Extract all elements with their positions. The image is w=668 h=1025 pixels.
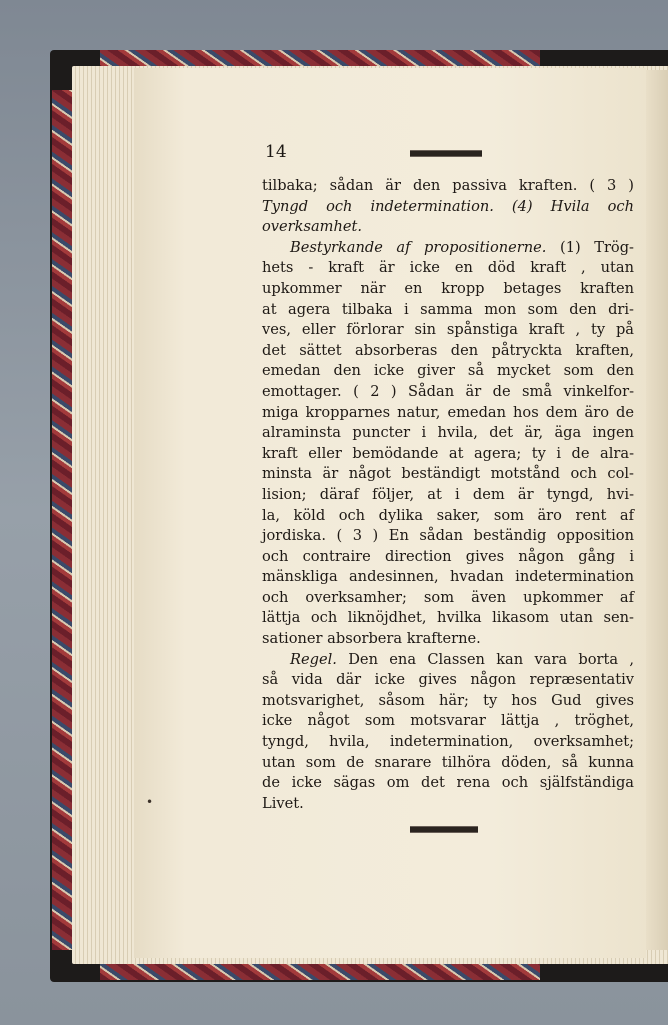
text-line: lision; däraf följer, at i dem är tyngd, hvi- bbox=[262, 485, 634, 503]
text-line: tyngd, hvila, indetermination, overksamhet; bbox=[262, 733, 634, 751]
text-line: Bestyrkande af propositionerne. (1) Trög- bbox=[290, 238, 634, 256]
text-line: utan som de snarare tilhöra döden, så kunna bbox=[262, 753, 634, 771]
text-line: tilbaka; sådan är den passiva kraften. ( 3 ) bbox=[262, 177, 634, 194]
tailpiece-rule bbox=[410, 826, 478, 833]
text-line: alraminsta puncter i hvila, det är, äga ingen bbox=[262, 424, 634, 442]
text-line: upkommer när en kropp betages kraften bbox=[262, 279, 634, 297]
text-line: minsta är något beständigt motstånd och col- bbox=[262, 465, 634, 483]
text-line: mänskliga andesinnen, hvadan indetermination bbox=[262, 568, 634, 586]
text-line: de icke sägas om det rena och själfständiga bbox=[262, 774, 634, 792]
text-line: så vida där icke gives någon repræsentativ bbox=[262, 671, 634, 689]
text-line: det sättet absorberas den påtryckta kraften, bbox=[262, 341, 634, 359]
text-line: overksamhet. bbox=[262, 218, 363, 236]
text-line: och overksamher; som även upkommer af bbox=[262, 588, 634, 606]
text-line: Livet. bbox=[262, 794, 304, 812]
facing-page-edge bbox=[646, 70, 668, 950]
page-text bbox=[262, 176, 634, 814]
text-line: och contraire direction gives någon gång i bbox=[262, 547, 634, 565]
text-line: kraft eller bemödande at agera; ty i de alra- bbox=[262, 444, 634, 462]
header-rule bbox=[410, 150, 482, 157]
text-line: at agera tilbaka i samma mon som den dri- bbox=[262, 300, 634, 318]
text-line: emottager. ( 2 ) Sådan är de små vinkelfor- bbox=[262, 382, 634, 400]
italic-lead: Bestyrkande af propositionerne. bbox=[290, 238, 560, 256]
text-line: jordiska. ( 3 ) En sådan beständig opposition bbox=[262, 527, 634, 545]
text-line: miga kropparnes natur, emedan hos dem äro de bbox=[262, 403, 634, 421]
text-line: hets - kraft är icke en död kraft , utan bbox=[262, 259, 634, 277]
text-line: ves, eller förlorar sin spånstiga kraft , ty på bbox=[262, 321, 634, 339]
text-line: motsvarighet, såsom här; ty hos Gud gives bbox=[262, 691, 634, 709]
marbled-edge-left bbox=[52, 90, 74, 950]
text-line: lättja och liknöjdhet, hvilka likasom utan sen- bbox=[262, 609, 634, 627]
text-line: icke något som motsvarar lättja , tröghet, bbox=[262, 712, 634, 730]
text-line: sationer absorbera krafterne. bbox=[262, 630, 481, 648]
italic-lead: Regel. bbox=[290, 650, 349, 668]
text-line: la, köld och dylika saker, som äro rent af bbox=[262, 506, 634, 524]
text-line: Regel. Den ena Classen kan vara borta , bbox=[290, 650, 634, 668]
text-line: emedan den icke giver så mycket som den bbox=[262, 362, 634, 380]
ink-speck: • bbox=[146, 795, 154, 809]
page-number: 14 bbox=[265, 142, 287, 162]
text-line: Tyngd och indetermination. (4) Hvila och bbox=[262, 197, 634, 215]
